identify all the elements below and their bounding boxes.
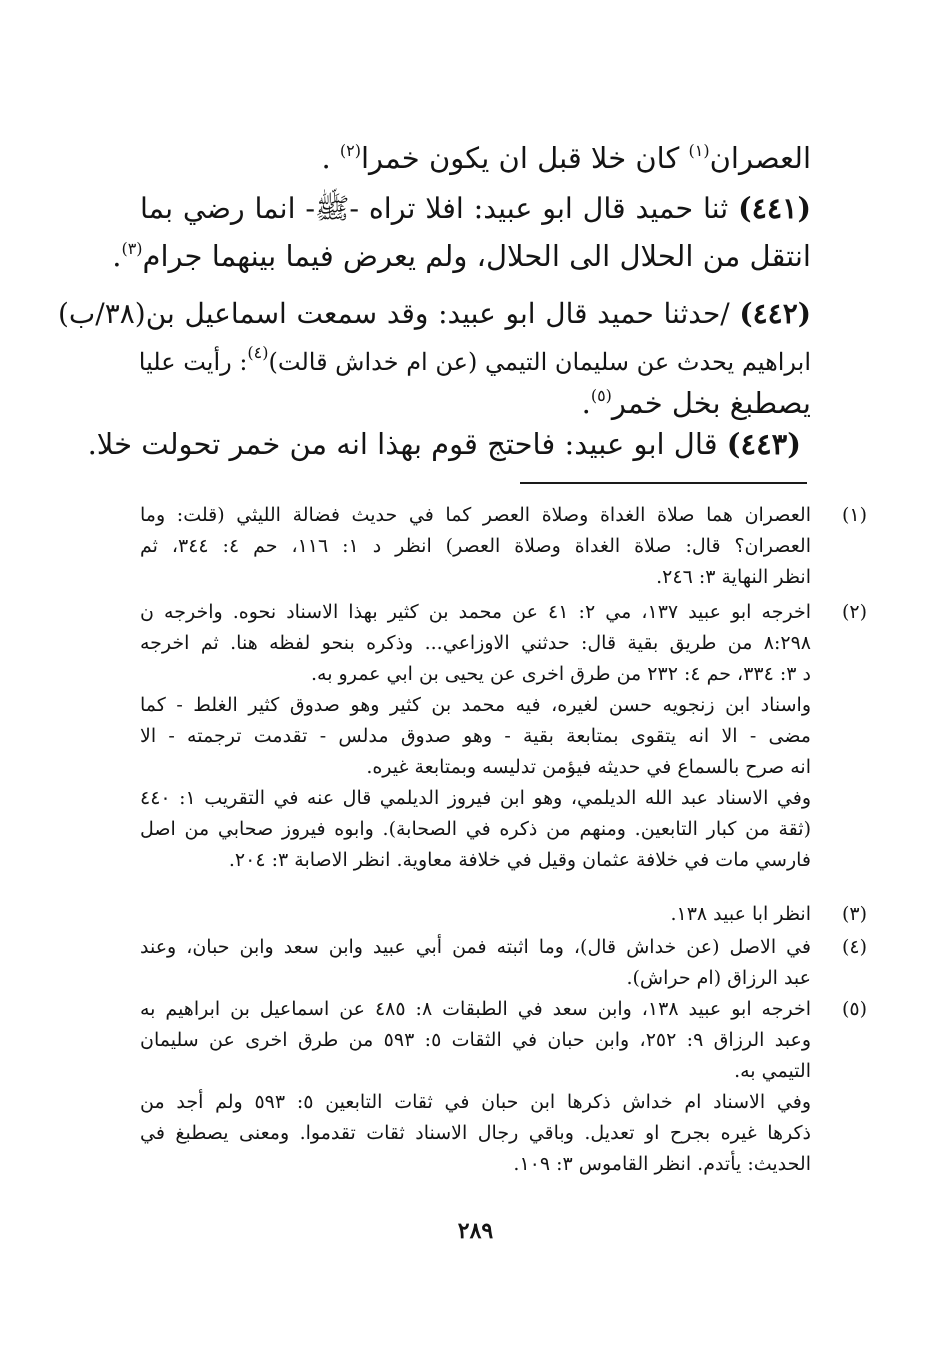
footnote-line: انه صرح بالسماع في حديثه فيؤمن تدليسه وبمتابعة غيره. (366, 756, 811, 778)
footnote-3 (140, 899, 867, 930)
footnote-line: عبد الرزاق (ام حراش). (626, 967, 811, 989)
footnote-line: واسناد ابن زنجويه حسن لغيره، فيه محمد بن كثير وهو صدوق كثير الغلط - كما (140, 694, 811, 716)
main-text: ثنا حميد قال ابو عبيد: افلا تراه -ﷺ- انما رضي بما (140, 192, 739, 225)
footnote-4 (140, 932, 867, 994)
footnote-line: العصران؟ قال: صلاة الغداة وصلاة العصر) انظر د ١: ١١٦، حم ٤: ٣٤٤، ثم (140, 535, 811, 557)
footnote-line: انظر ابا عبيد ١٣٨. (670, 903, 811, 925)
footnote-line: د ٣: ٣٣٤، حم ٤: ٢٣٢ من طرق اخرى عن يحيى بن ابي عمرو به. (310, 663, 811, 685)
footnote-number: (٣) (841, 903, 867, 925)
footnote-number: (٥) (841, 998, 867, 1020)
main-text: . (112, 239, 122, 273)
footnote-2 (140, 597, 867, 876)
footnote-line: (ثقة من كبار التابعين. ومنهم من ذكره في الصحابة). وابوه فيروز صحابي من اصل (140, 818, 811, 840)
main-text: انتقل من الحلال الى الحلال، ولم يعرض فيما بينهما جرام (142, 239, 811, 273)
footnote-ref: (٢) (339, 141, 361, 160)
footnote-ref: (٣) (121, 239, 143, 258)
footnote-line: اخرجه ابو عبيد ١٣٨، وابن سعد في الطبقات ٨: ٤٨٥ عن اسماعيل بن ابراهيم به (140, 998, 811, 1020)
main-text: . (321, 141, 340, 175)
main-line-1 (321, 136, 811, 180)
footnote-ref: (٤) (247, 343, 269, 362)
footnote-1 (140, 500, 867, 593)
footnote-line: التيمي به. (734, 1060, 811, 1082)
paragraph-number: (٤٤١) (738, 191, 811, 225)
footnote-5 (140, 994, 867, 1180)
main-text: : رأيت عليا (138, 348, 248, 376)
footnote-line: مضى - الا انه يتقوى بمتابعة بقية - وهو صدوق مدلس - تقدمت ترجمته - الا (140, 725, 811, 747)
main-text: قال ابو عبيد: فاحتج قوم بهذا انه من خمر تحولت خلا. (87, 427, 727, 461)
main-text: يصطبغ بخل خمر (611, 386, 811, 420)
footnote-line: ٨:٢٩٨ من طريق بقية قال: حدثني الاوزاعي... وذكره بنحو لفظه هنا. ثم اخرجه (140, 632, 811, 654)
footnote-number: (٤) (841, 936, 867, 958)
footnote-line: وعبد الرزاق ٩: ٢٥٢، وابن حبان في الثقات ٥: ٥٩٣ من طرق اخرى عن سليمان (140, 1029, 812, 1051)
main-line-6 (582, 381, 811, 425)
main-text: ابراهيم يحدث عن سليمان التيمي (عن ام خداش قالت) (268, 348, 811, 376)
footnote-number: (٢) (841, 601, 867, 623)
main-line-7 (88, 422, 801, 466)
footnote-line: ذكرها غيره بجرح او تعديل. وباقي رجال الاسناد ثقات تقدموا. ومعنى يصطبغ في (140, 1122, 811, 1144)
footnote-ref: (٥) (590, 386, 612, 405)
footnote-line: الحديث: يأتدم. انظر القاموس ٣: ١٠٩. (513, 1153, 811, 1175)
main-line-3 (112, 234, 811, 278)
footnote-line: وفي الاسناد ام خداش ذكرها ابن حبان في ثقات التابعين ٥: ٥٩٣ ولم أجد من (140, 1091, 811, 1113)
main-text: العصران (709, 141, 811, 175)
paragraph-number: (٤٤٢) (739, 297, 811, 330)
main-line-4 (58, 292, 811, 336)
footnote-line: وفي الاسناد عبد الله الديلمي، وهو ابن فيروز الديلمي قال عنه في التقريب ١: ٤٤٠ (140, 787, 811, 809)
paragraph-number: (٤٤٣) (726, 427, 801, 461)
footnote-divider (520, 482, 807, 484)
footnote-line: اخرجه ابو عبيد ١٣٧، مي ٢: ٤١ عن محمد بن كثير بهذا الاسناد نحوه. واخرجه ن (140, 601, 811, 623)
footnote-line: في الاصل (عن خداش قال)، وما اثبته فمن أبي عبيد وابن سعد وابن حبان، وعند (140, 936, 811, 958)
footnote-ref: (١) (688, 141, 710, 160)
footnote-line: العصران هما صلاة الغداة وصلاة العصر كما في حديث فضالة الليثي (قلت: وما (140, 504, 811, 526)
main-line-2 (140, 186, 811, 231)
main-text: . (581, 386, 591, 420)
footnote-line: انظر النهاية ٣: ٢٤٦. (656, 566, 811, 588)
main-text: /حدثنا حميد قال ابو عبيد: وقد سمعت اسماعيل بن(٣٨/ب) (58, 297, 740, 330)
main-text: كان خلا قبل ان يكون خمرا (360, 141, 689, 175)
footnote-line: فارسي مات في خلافة عثمان وقيل في خلافة معاوية. انظر الاصابة ٣: ٢٠٤. (228, 849, 811, 871)
main-line-5 (140, 340, 811, 384)
page-number: ٢٨٩ (457, 1218, 494, 1244)
footnote-number: (١) (841, 504, 867, 526)
